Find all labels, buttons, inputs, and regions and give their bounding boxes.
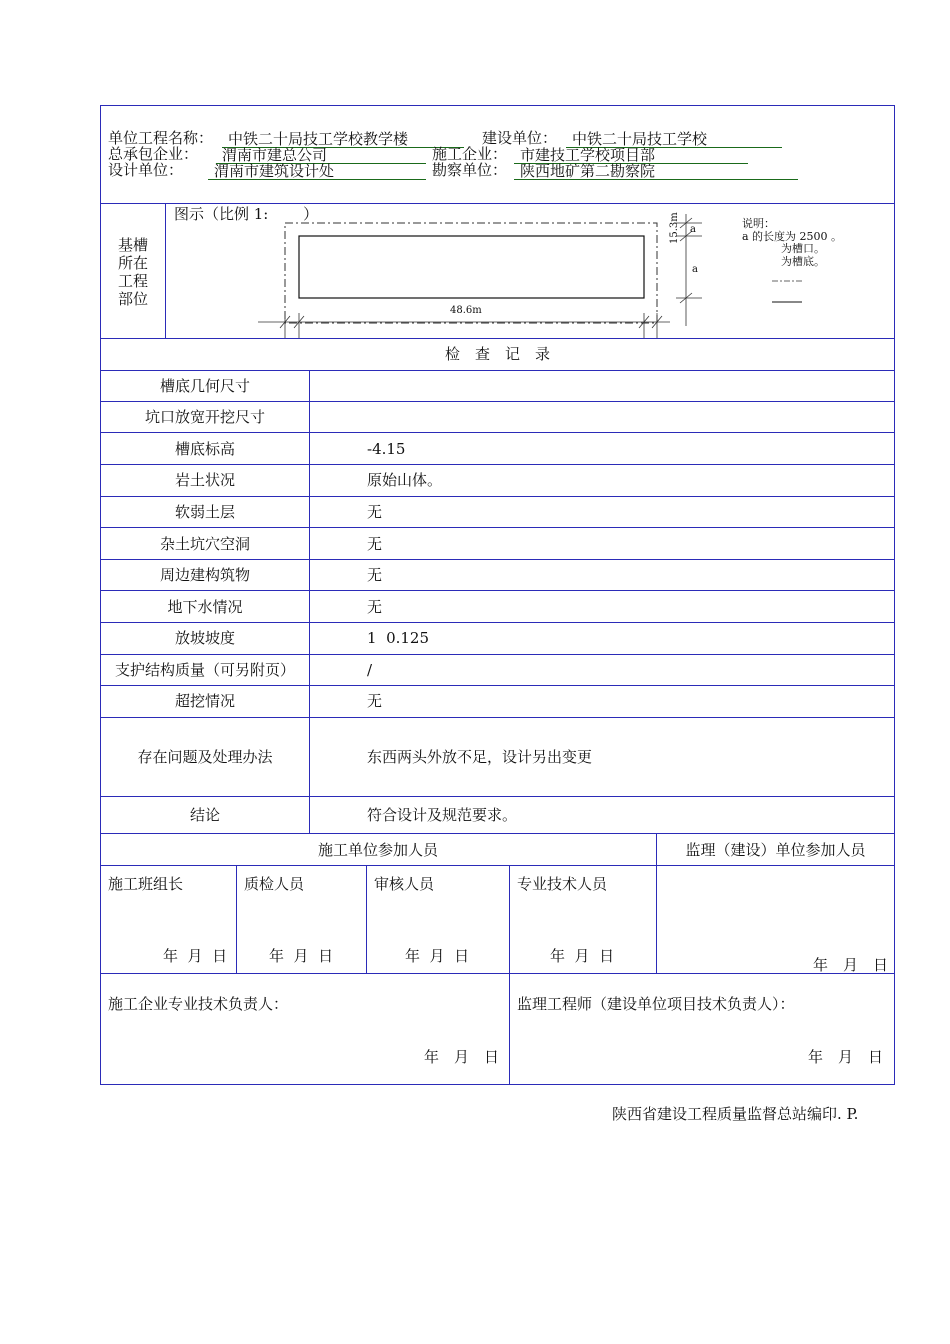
length-label: 48.6m <box>450 305 482 316</box>
supervision-participants-header: 监理（建设）单位参加人员 <box>685 841 866 859</box>
row-label: 坑口放宽开挖尺寸 <box>144 408 265 426</box>
trench-diagram <box>250 208 720 338</box>
builder-value: 中铁二十局技工学校 <box>566 131 782 148</box>
figure-label: 图示（比例 1: ） <box>174 205 319 223</box>
row-value: 无 <box>367 503 383 521</box>
divider <box>100 496 895 497</box>
record-title: 检 查 记 录 <box>444 345 550 363</box>
row-label: 槽底几何尺寸 <box>159 377 250 395</box>
date-field: 年 月 日 <box>424 1048 500 1066</box>
date-field: 年 月 日 <box>808 1048 884 1066</box>
company-tech-lead-label: 施工企业专业技术负责人： <box>108 995 289 1013</box>
section-label-line: 部位 <box>117 290 148 308</box>
divider <box>100 401 895 402</box>
row-label: 结论 <box>189 806 220 824</box>
row-value: 东西两头外放不足，设计另出变更 <box>367 748 593 766</box>
divider <box>100 796 895 797</box>
divider <box>100 432 895 433</box>
divider <box>100 370 895 371</box>
builder-label: 建设单位： <box>482 129 558 147</box>
section-label-line: 所在 <box>117 254 148 272</box>
trench-bottom-outline <box>299 236 644 298</box>
divider <box>236 865 237 973</box>
row-label: 放坡坡度 <box>174 629 235 647</box>
divider <box>100 685 895 686</box>
row-value: 无 <box>367 566 383 584</box>
survey-unit-label: 勘察单位： <box>432 161 508 179</box>
note-line: 为槽底。 <box>781 255 825 268</box>
construction-participants-header: 施工单位参加人员 <box>317 841 438 859</box>
row-value: 无 <box>367 535 383 553</box>
team-leader-label: 施工班组长 <box>108 875 184 893</box>
row-label: 超挖情况 <box>174 692 235 710</box>
supervising-engineer-label: 监理工程师（建设单位项目技术负责人）： <box>517 995 795 1013</box>
quality-inspector-label: 质检人员 <box>244 875 305 893</box>
note-line: a 的长度为 2500 。 <box>742 230 843 243</box>
row-label: 存在问题及处理办法 <box>137 748 273 766</box>
divider <box>100 654 895 655</box>
a-label: a <box>692 264 698 275</box>
divider <box>100 865 895 866</box>
row-label: 支护结构质量（可另附页） <box>114 661 295 679</box>
footer-note: 陕西省建设工程质量监督总站编印. P. <box>612 1105 859 1123</box>
reviewer-label: 审核人员 <box>374 875 435 893</box>
divider <box>366 865 367 973</box>
date-field: 年 月 日 <box>163 947 228 965</box>
date-field: 年 月 日 <box>269 947 334 965</box>
section-label-line: 基槽 <box>117 236 148 254</box>
section-label <box>100 236 166 308</box>
divider <box>100 973 895 974</box>
divider <box>100 717 895 718</box>
a-label: a <box>690 224 696 235</box>
row-value: 原始山体。 <box>367 471 443 489</box>
divider <box>100 464 895 465</box>
divider <box>509 865 510 1085</box>
row-value: 符合设计及规范要求。 <box>367 806 518 824</box>
section-label-line: 工程 <box>117 272 148 290</box>
row-value: 无 <box>367 598 383 616</box>
row-label: 槽底标高 <box>174 440 235 458</box>
divider <box>100 338 895 339</box>
date-field: 年 月 日 <box>813 956 889 974</box>
divider <box>100 622 895 623</box>
width-label: 15.3m <box>669 212 680 244</box>
survey-unit-value: 陕西地矿第二勘察院 <box>514 163 798 180</box>
row-value: 1 0.125 <box>367 629 430 647</box>
project-name-label: 单位工程名称： <box>108 129 214 147</box>
note-line: 为槽口。 <box>781 242 825 255</box>
design-unit-label: 设计单位： <box>108 161 184 179</box>
general-contractor-label: 总承包企业： <box>108 145 199 163</box>
row-label: 软弱土层 <box>174 503 235 521</box>
design-unit-value: 渭南市建筑设计处 <box>208 163 426 180</box>
legend <box>770 276 810 306</box>
divider <box>100 527 895 528</box>
row-value: / <box>367 661 373 679</box>
row-value: 无 <box>367 692 383 710</box>
divider <box>100 833 895 834</box>
divider <box>100 203 895 204</box>
row-label: 地下水情况 <box>167 598 243 616</box>
row-value: -4.15 <box>367 440 406 458</box>
divider <box>100 590 895 591</box>
row-label: 杂土坑穴空洞 <box>159 535 250 553</box>
construction-company-label: 施工企业： <box>432 145 508 163</box>
technician-label: 专业技术人员 <box>517 875 608 893</box>
row-label: 周边建构筑物 <box>159 566 250 584</box>
divider <box>100 559 895 560</box>
date-field: 年 月 日 <box>550 947 615 965</box>
date-field: 年 月 日 <box>405 947 470 965</box>
general-contractor-value: 渭南市建总公司 <box>216 147 426 164</box>
row-label: 岩土状况 <box>174 471 235 489</box>
project-name-value: 中铁二十局技工学校教学楼 <box>222 131 464 148</box>
note-title: 说明： <box>742 217 775 230</box>
construction-company-value: 市建技工学校项目部 <box>514 147 748 164</box>
